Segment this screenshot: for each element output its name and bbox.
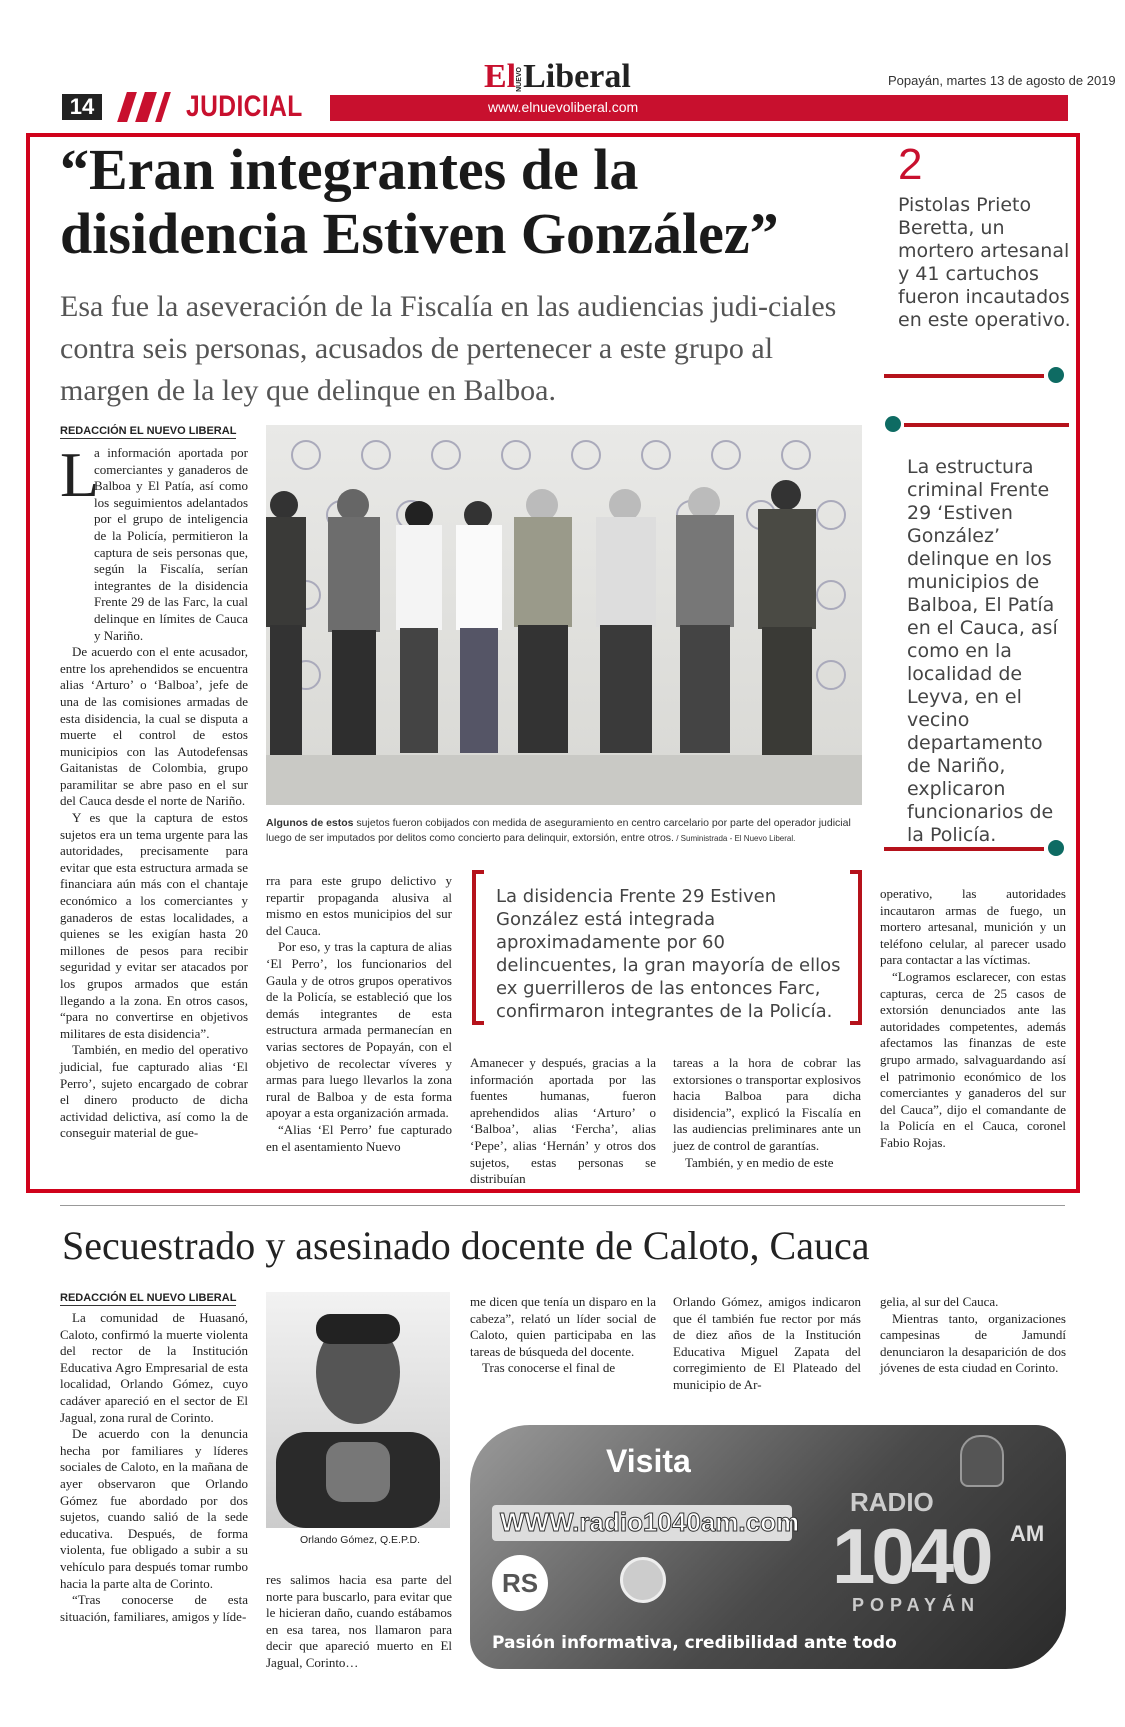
- portrait-caption: Orlando Gómez, Q.E.P.D.: [300, 1534, 421, 1546]
- newspaper-logo: [484, 58, 631, 96]
- paragraph: Tras conocerse el final de: [482, 1360, 616, 1376]
- paragraph: De acuerdo con el ente acusador, entre los aprehendidos se encuentra alias ‘Arturo’ o ‘Balboa’, jefe de una de las comisiones armadas de esta disidencia, la cual se disputa a muerte el control de estos municipios con las Autodefensas Gaitanistas de Colombia, grupo paramilitar se abre paso en el sur del Cauca desde el norte de Nariño.: [60, 644, 248, 809]
- issue-date: Popayán, martes 13 de agosto de 2019: [888, 73, 1116, 88]
- photo-caption-text: sujetos fueron cobijados con medida de aseguramiento en centro carcelario por parte del operador judicial luego de ser imputados por delitos como concierto para delinquir, extorsión, entre otros.: [266, 817, 851, 844]
- byline: REDACCIÓN EL NUEVO LIBERAL: [60, 1292, 237, 1304]
- ad-city: POPAYÁN: [852, 1595, 981, 1615]
- paragraph: Amanecer y después, gracias a la información aportada por las fuentes humanas, fueron aprehendidos alias ‘Arturo’ o ‘Balboa’, alias ‘Fercha’, alias ‘Pepe’, alias ‘Hernán’ y otros dos sujetos, estas personas se distribuían: [470, 1055, 656, 1187]
- photo-caption-lead: Algunos de estos: [266, 817, 354, 829]
- ad-logo: RS: [492, 1555, 548, 1611]
- paragraph: operativo, las autoridades incautaron armas de fuego, un mortero artesanal, munición y un teléfono celular, al parecer usado para contactar a las víctimas.: [880, 886, 1066, 968]
- paragraph: “Tras conocerse de esta situación, familiares, amigos y líde-: [60, 1592, 248, 1624]
- article-column-5: [880, 1294, 1066, 1377]
- paragraph: De acuerdo con la denuncia hecha por familiares y líderes sociales de Caloto, en la mañana de ayer observaron que Orlando Gómez fue abordado por dos sujetos, cuando salió de la sede educativa. Después, de forma violenta, fue obligado a subir a su vehículo para después tomar rumbo hacia la parte alta de Corinto.: [60, 1426, 248, 1591]
- photo-caption: [266, 816, 864, 846]
- paragraph: También, y en medio de este: [685, 1154, 834, 1170]
- paragraph: res salimos hacia esa parte del norte para buscarlo, para evitar que le hicieran daño, cuando estábamos en esa tarea, nos llamaron para decir que apareció muerto en El Jagual, Corinto…: [266, 1572, 452, 1670]
- arrest-photo: [266, 425, 862, 805]
- header-slash-decoration: [155, 92, 171, 122]
- article-column-3: [470, 1055, 656, 1188]
- divider-rule: [904, 423, 1069, 427]
- article-column-2: [266, 1572, 452, 1672]
- ad-band: AM: [1010, 1521, 1045, 1546]
- victim-portrait: [266, 1292, 450, 1528]
- article-column-4: [673, 1294, 861, 1394]
- pull-quote-text: La disidencia Frente 29 Estiven González está integrada aproximadamente por 60 delincuentes, la gran mayoría de ellos ex guerrilleros de las entonces Farc, confirmaron integrantes de la Policía.: [496, 886, 841, 1022]
- article-column-2: [266, 873, 452, 1155]
- divider-dot: [885, 416, 901, 432]
- paragraph: rra para este grupo delictivo y repartir propaganda alusiva al mismo en estos municipios del sur del Cauca.: [266, 873, 452, 938]
- play-icon: [620, 1557, 666, 1603]
- paragraph: a información aportada por comerciantes y ganaderos de Balboa y El Patía, así como los seguimientos adelantados por el grupo de inteligencia de la Policía, permitieron la captura de seis personas que, según la Fiscalía, serían integrantes de la disidencia Frente 29 de las Farc, la cual delinque en límites de Cauca y Nariño.: [94, 445, 248, 643]
- paragraph: “Logramos esclarecer, con estas capturas, cerca de 25 casos de extorsión denunciados ante las autoridades competentes, además afectamos las finanzas de este grupo armado, salvaguardando así el patrimonio económico de los comerciantes y ganaderos del sur del Cauca”, dijo el comandante de la Policía en el Cauca, coronel Fabio Rojas.: [880, 968, 1066, 1150]
- page-number: 14: [62, 94, 102, 120]
- divider-dot: [1048, 840, 1064, 856]
- website-link[interactable]: www.elnuevoliberal.com: [488, 99, 639, 115]
- article-headline: Secuestrado y asesinado docente de Caloto, Cauca: [62, 1223, 870, 1268]
- right-bracket: [850, 870, 862, 1025]
- stat-text: Pistolas Prieto Beretta, un mortero artesanal y 41 cartuchos fueron incautados en este operativo.: [898, 194, 1071, 331]
- portrait-illustration: [266, 1292, 450, 1528]
- paragraph: Orlando Gómez, amigos indicaron que él también fue rector por más de diez años de la Institución Educativa Miguel Zapata del corregimiento de El Plateado del municipio de Ar-: [673, 1294, 861, 1392]
- article-subhead: Esa fue la aseveración de la Fiscalía en las audiencias judi-ciales contra seis personas, acusados de pertenecer a este grupo al margen de la ley que delinque en Balboa.: [60, 290, 837, 407]
- article-column-1: [60, 439, 248, 1142]
- ad-slogan: Pasión informativa, credibilidad ante todo: [492, 1633, 897, 1653]
- byline: REDACCIÓN EL NUEVO LIBERAL: [60, 425, 237, 437]
- ad-visit: Visita: [606, 1443, 691, 1479]
- section-title: JUDICIAL: [186, 90, 303, 123]
- paragraph: La comunidad de Huasanó, Caloto, confirmó la muerte violenta del rector de la Institución Educativa Agro Empresarial de esta localidad, Orlando Gómez, cuyo cadáver apareció en el sector de El Jagual, zona rural de Corinto.: [60, 1310, 248, 1425]
- article-headline: “Eran integrantes de la disidencia Estiven González”: [60, 137, 779, 266]
- article-column-1: [60, 1310, 248, 1625]
- logo-el: El: [484, 58, 517, 95]
- divider-rule: [884, 847, 1044, 851]
- ad-frequency: 1040: [832, 1512, 990, 1600]
- article-column-3: [470, 1294, 656, 1377]
- paragraph: Y es que la captura de estos sujetos era un tema urgente para las autoridades, precisamente para evitar que esta estructura armada se financiara aún más con el chantaje económico a los comerciantes y ganaderos de estas localidades, a quienes se les exigían hasta 20 millones de pesos para recibir seguridad y evitar ser atacados por los grupos armados que están llegando a la zona. En otros casos, “para no convertirse en objetivos militares de esta disidencia”.: [60, 810, 248, 1041]
- microphone-icon: [960, 1435, 1004, 1487]
- paragraph: Mientras tanto, organizaciones campesinas de Jamundí denunciaron la desaparición de dos jóvenes de esta ciudad en Corinto.: [880, 1310, 1066, 1376]
- drop-cap: L: [60, 439, 100, 510]
- paragraph: gelia, al sur del Cauca.: [880, 1294, 999, 1309]
- divider-dot: [1048, 367, 1064, 383]
- ad-radio: RADIO: [850, 1487, 934, 1517]
- ad-url[interactable]: WWW.radio1040am.com: [500, 1507, 800, 1537]
- section-divider: [60, 1205, 1065, 1206]
- header-slash-decoration: [135, 92, 157, 122]
- stat-number: 2: [898, 140, 923, 189]
- paragraph: me dicen que tenía un disparo en la cabeza”, relató un líder social de Caloto, quien participaba en las tareas de búsqueda del docente.: [470, 1294, 656, 1359]
- article-column-4: [673, 1055, 861, 1171]
- header-bar: [330, 95, 1068, 121]
- header-slash-decoration: [117, 92, 137, 122]
- paragraph: También, en medio del operativo judicial, fue capturado alias ‘El Perro’, sujeto encargado de cobrar el dinero producto de dicha actividad delictiva, así como la de conseguir material de gue-: [60, 1042, 248, 1141]
- radio-advertisement[interactable]: [470, 1425, 1066, 1669]
- paragraph: tareas a la hora de cobrar las extorsiones o transportar explosivos hacia Balboa para dicha disidencia”, explicó la Fiscalía en las audiencias preliminares ante un juez de control de garantías.: [673, 1055, 861, 1153]
- divider-rule: [884, 374, 1044, 378]
- photo-credit: / Suministrada - El Nuevo Liberal.: [673, 834, 796, 843]
- paragraph: “Alias ‘El Perro’ fue capturado en el asentamiento Nuevo: [266, 1121, 452, 1154]
- article-column-5: [880, 886, 1066, 1152]
- logo-liberal: Liberal: [523, 58, 631, 95]
- left-bracket: [472, 870, 484, 1025]
- sidebar-text: La estructura criminal Frente 29 ‘Estiven González’ delinque en los municipios de Balboa, El Patía en el Cauca, así como en la localidad de Leyva, en el vecino departamento de Nariño, explicaron funcionarios de la Policía.: [907, 456, 1058, 846]
- arrest-photo-illustration: [266, 425, 862, 805]
- logo-nuevo: NUEVO: [516, 66, 524, 92]
- paragraph: Por eso, y tras la captura de alias ‘El Perro’, los funcionarios del Gaula y de otros grupos operativos de la Policía, se estableció que los demás integrantes de esta estructura armada permanecían en varias sectores de Popayán, con el objetivo de recolectar víveres y armas para luego llevarlos la zona rural de Balboa y de esta forma apoyar a esta organización armada.: [266, 939, 452, 1121]
